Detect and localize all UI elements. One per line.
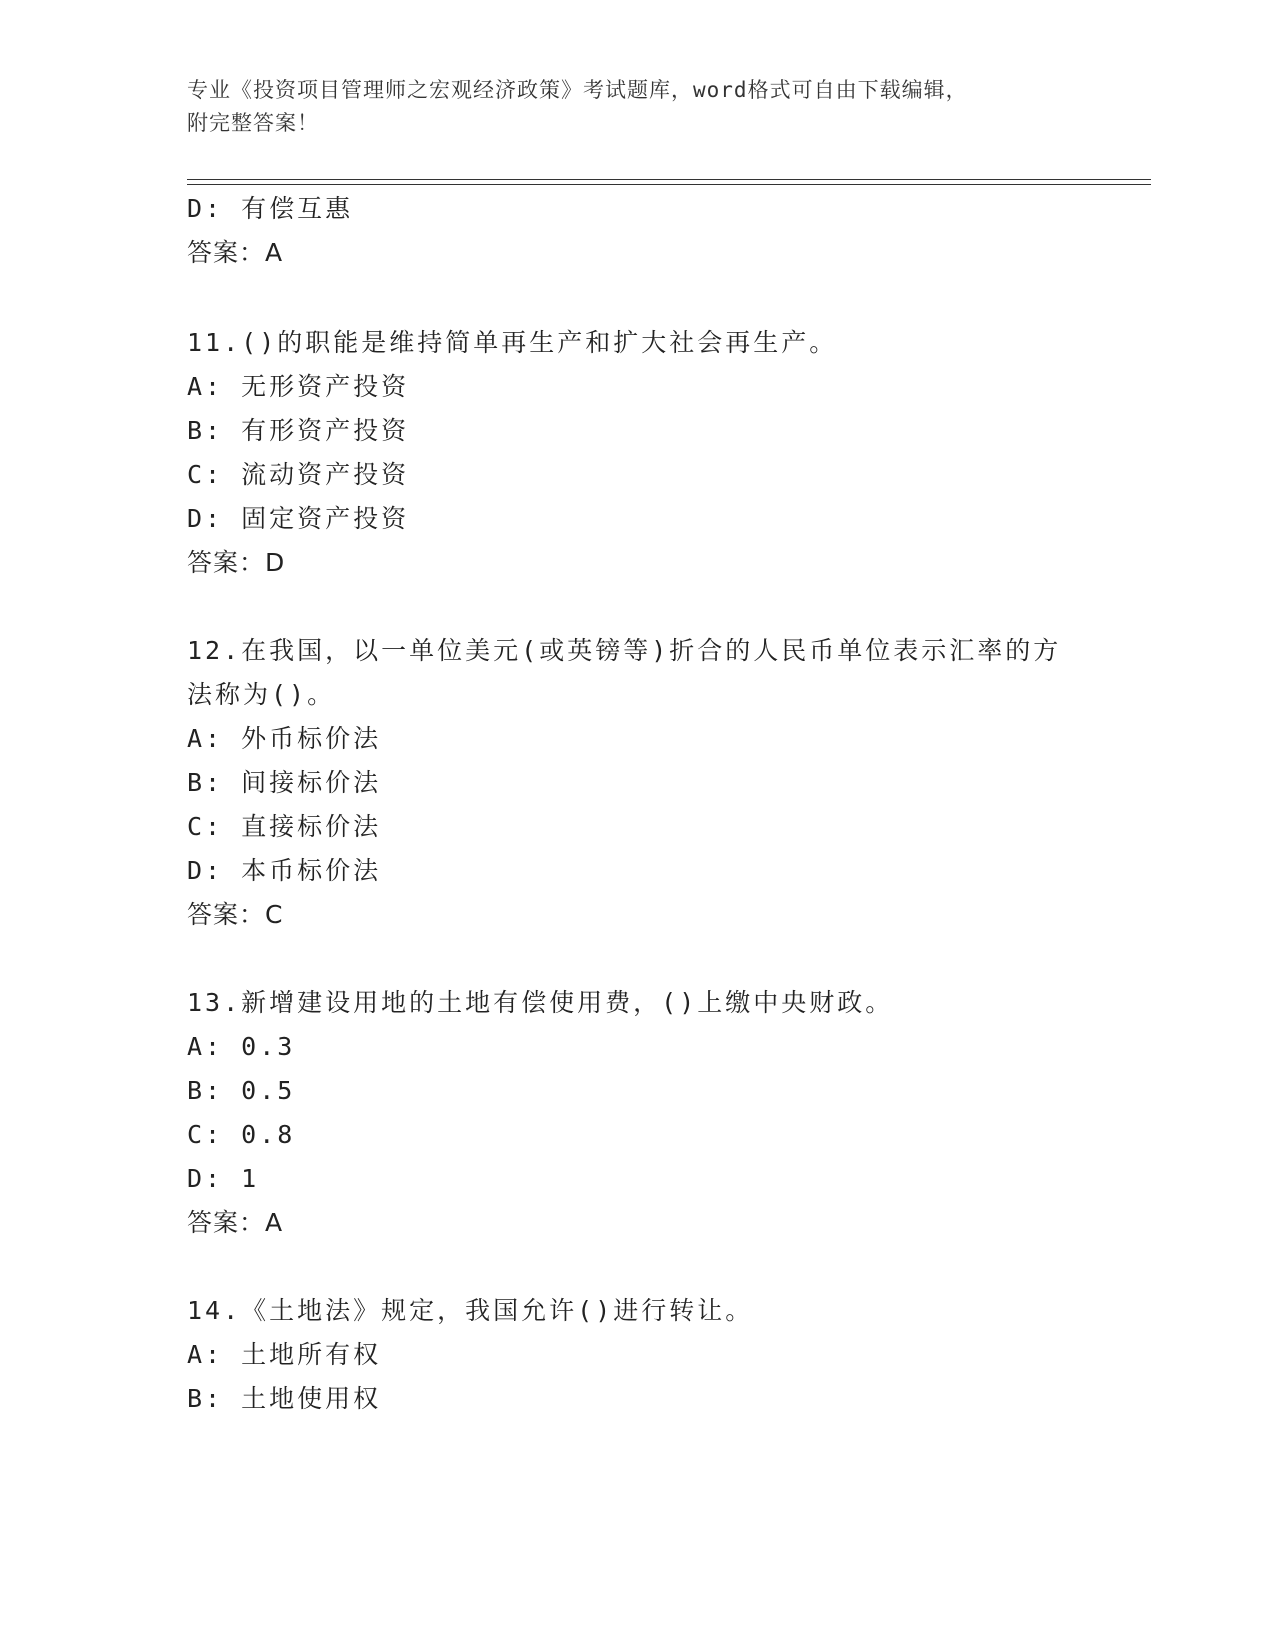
prev-option-d: D: 有偿互惠: [187, 194, 354, 223]
question-11-stem: 11.()的职能是维持简单再生产和扩大社会再生产。: [187, 328, 838, 357]
question-11-answer: 答案：D: [187, 548, 286, 577]
question-12-option-c: C: 直接标价法: [187, 812, 382, 841]
question-12-option-d: D: 本币标价法: [187, 856, 382, 885]
header-divider-top: [187, 179, 1151, 180]
question-12-option-b: B: 间接标价法: [187, 768, 382, 797]
question-12-stem-line-2: 法称为()。: [187, 680, 336, 709]
question-11-option-a: A: 无形资产投资: [187, 372, 410, 401]
header-line-2: 附完整答案！: [187, 111, 319, 135]
question-13-stem: 13.新增建设用地的土地有偿使用费，()上缴中央财政。: [187, 988, 894, 1017]
header-line-1: 专业《投资项目管理师之宏观经济政策》考试题库，word格式可自由下载编辑，: [187, 78, 968, 102]
question-11-option-c: C: 流动资产投资: [187, 460, 410, 489]
question-13-option-a: A: 0.3: [187, 1032, 296, 1061]
header-divider-bottom: [187, 184, 1151, 185]
question-11-option-d: D: 固定资产投资: [187, 504, 410, 533]
question-12-option-a: A: 外币标价法: [187, 724, 382, 753]
prev-answer: 答案：A: [187, 238, 284, 267]
question-14-stem: 14.《土地法》规定，我国允许()进行转让。: [187, 1296, 754, 1325]
question-13-answer: 答案：A: [187, 1208, 284, 1237]
question-13-option-d: D: 1: [187, 1164, 260, 1193]
question-11-option-b: B: 有形资产投资: [187, 416, 410, 445]
question-12-stem-line-1: 12.在我国，以一单位美元(或英镑等)折合的人民币单位表示汇率的方: [187, 636, 1062, 665]
question-13-option-c: C: 0.8: [187, 1120, 296, 1149]
question-14-option-a: A: 土地所有权: [187, 1340, 382, 1369]
document-header: [187, 74, 1067, 140]
question-13-option-b: B: 0.5: [187, 1076, 296, 1105]
question-12-answer: 答案：C: [187, 900, 284, 929]
question-14-option-b: B: 土地使用权: [187, 1384, 382, 1413]
